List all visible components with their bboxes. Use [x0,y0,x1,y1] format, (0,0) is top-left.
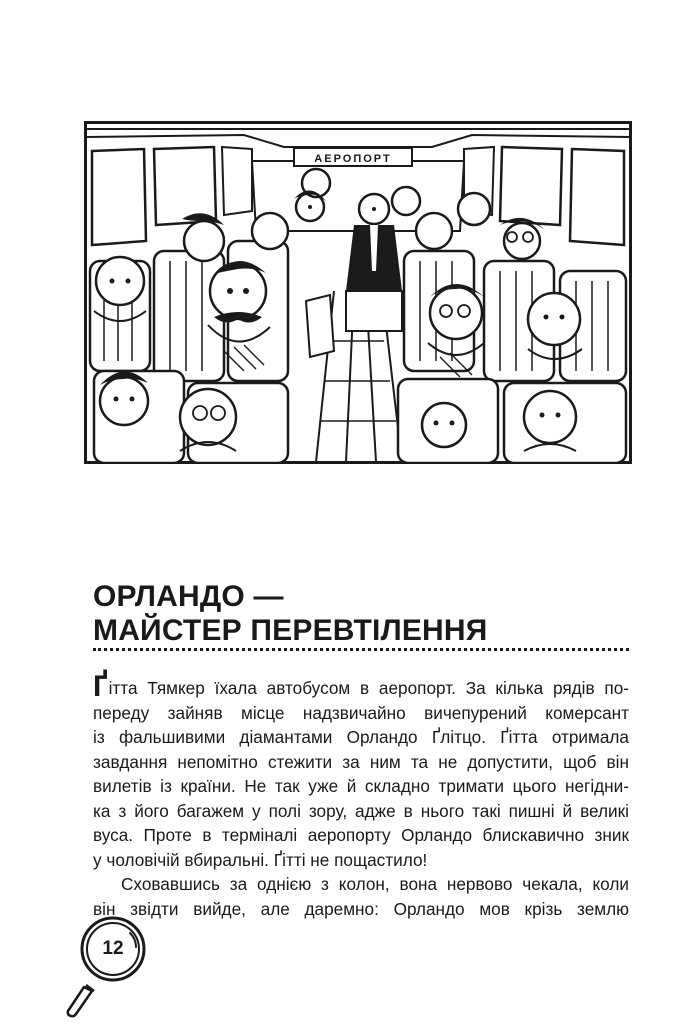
text-line: завдання непомітно стежити за ним та не допустити, щоб він [93,751,629,772]
page-number-badge [64,915,156,1020]
text-line: переду зайняв місце надзвичайно вичепурений комерсант [93,702,629,723]
text-line: Сховавшись за однією з колон, вона нервово чекала, коли [121,874,629,894]
text-line: вилетів із країни. Не так уже й складно тримати цього негідни- [93,776,629,796]
bus-illustration [84,121,632,464]
chapter-title [93,580,633,648]
text-line: Ґітта Тямкер їхала автобусом в аеропорт. За кілька рядів по- [93,670,629,703]
chapter-title-line-1: ОРЛАНДО — [93,580,284,613]
dotted-divider [93,648,629,651]
paragraph-1 [93,670,629,872]
text-line: ка з його багажем у полі зору, адже в нього такі пишні й великі [93,800,629,821]
body-text [93,670,629,921]
page-number: 12 [102,938,124,959]
paragraph-2 [93,872,629,921]
text-line: він звідти вийде, але даремно: Орландо мов крізь землю [93,898,629,919]
text-line: із фальшивими діамантами Орландо Ґлітцо. Ґітта отримала [93,727,629,747]
chapter-title-line-2: МАЙСТЕР ПЕРЕВТІЛЕННЯ [93,614,488,647]
magnifying-glass-icon [64,915,156,1020]
text-line: у чоловічій вбиральні. Ґітті не пощастило! [93,849,428,870]
drop-cap: Ґ [93,670,108,703]
text-line: вуса. Проте в терміналі аеропорту Орландо блискавично зник [93,825,629,845]
bus-sign-text: АЕРОПОРТ [314,153,392,165]
